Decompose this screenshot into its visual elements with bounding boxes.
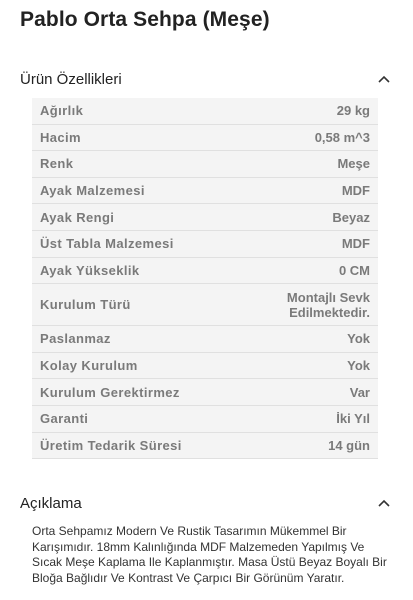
spec-row [32,326,378,353]
spec-key: Ağırlık [40,103,84,119]
spec-row [32,406,378,433]
spec-key: Ayak Yükseklik [40,262,140,278]
spec-key: Renk [40,156,74,172]
spec-key: Hacim [40,129,82,145]
spec-row [32,353,378,380]
chevron-up-icon[interactable] [377,72,391,86]
spec-value: 0 CM [338,262,370,278]
spec-row [32,284,378,326]
spec-value: 14 gün [328,437,370,453]
spec-row [32,178,378,205]
spec-value: Meşe [337,156,370,172]
spec-row [32,204,378,231]
spec-key: Paslanmaz [40,331,111,347]
spec-value: Var [349,384,370,400]
spec-row [32,379,378,406]
spec-value: 0,58 m^3 [314,129,370,145]
spec-row [32,125,378,152]
description-section-title: Açıklama [20,494,82,512]
description-text: Orta Sehpamız Modern Ve Rustik Tasarımın Mükemmel Bir Karışımıdır. 18mm Kalınlığında MDF Malzemeden Yapılmış Ve Sıcak Meşe Kaplama Ile Kaplanmıştır. Masa Üstü Beyaz Boyalı Bir Bloğa Bağlıdır Ve Kontrast Ve Çarpıcı Bir Görünüm Yaratır. [32,524,387,585]
spec-value: Beyaz [332,209,370,225]
spec-value: Yok [347,331,370,347]
spec-value: MDF [341,236,370,252]
product-title: Pablo Orta Sehpa (Meşe) [20,8,270,31]
spec-row [32,98,378,125]
spec-value: MDF [341,183,370,199]
specs-section-header[interactable] [20,67,391,91]
specs-table [32,98,378,459]
spec-key: Kurulum Türü [40,297,131,313]
spec-value: 29 kg [336,103,370,119]
spec-key: Kurulum Gerektirmez [40,384,180,400]
spec-value: Montajlı Sevk Edilmektedir. [286,289,370,320]
spec-key: Üst Tabla Malzemesi [40,236,174,252]
spec-value: Yok [347,358,370,374]
spec-key: Ayak Rengi [40,209,115,225]
chevron-up-icon[interactable] [377,496,391,510]
spec-row [32,151,378,178]
spec-key: Kolay Kurulum [40,358,138,374]
description-section-header[interactable] [20,491,391,515]
spec-row [32,258,378,285]
spec-row [32,231,378,258]
specs-section-title: Ürün Özellikleri [20,70,122,88]
spec-row [32,433,378,460]
spec-key: Ayak Malzemesi [40,183,145,199]
spec-value: İki Yıl [336,411,370,427]
spec-key: Garanti [40,411,89,427]
spec-key: Üretim Tedarik Süresi [40,437,182,453]
